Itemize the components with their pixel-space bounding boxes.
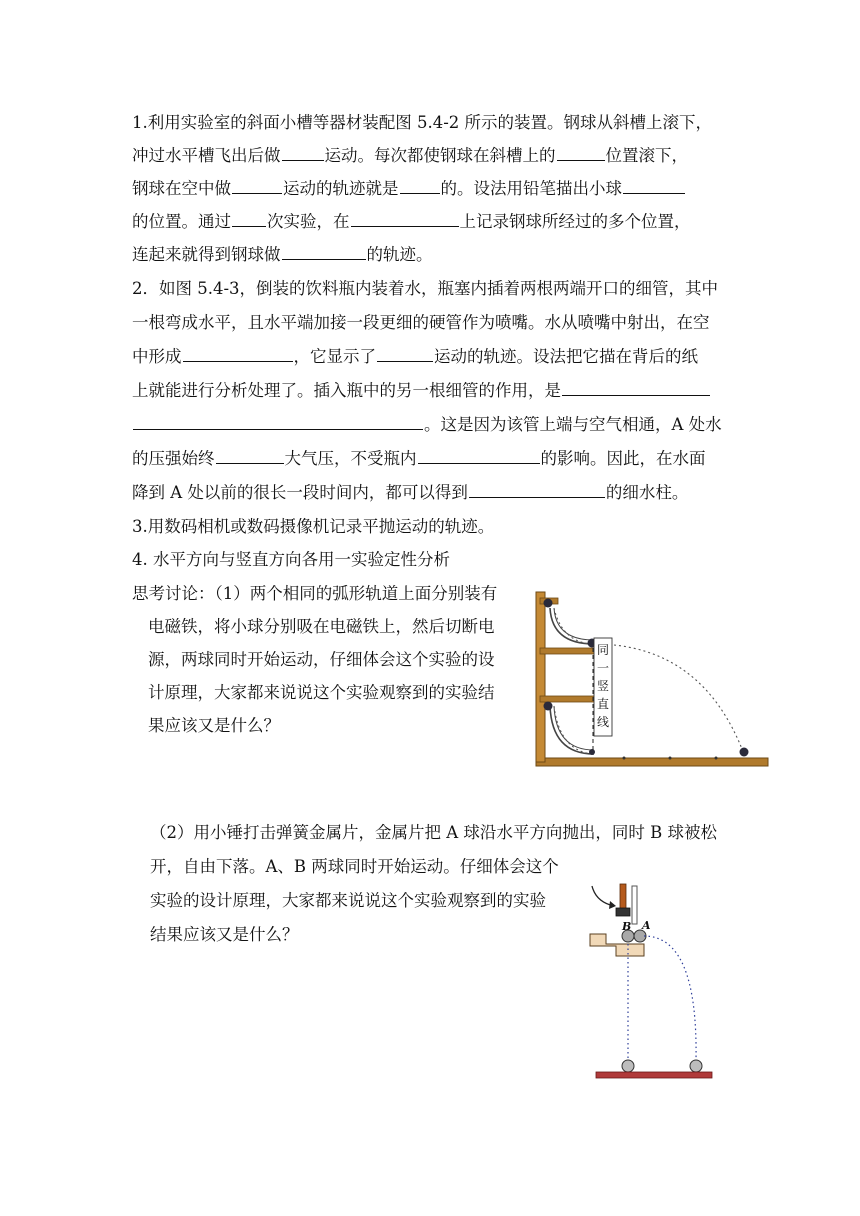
q1-line-1: 1.利用实验室的斜面小槽等器材装配图 5.4-2 所示的装置。钢球从斜槽上滚下， bbox=[132, 113, 713, 132]
q4-line: 4. 水平方向与竖直方向各用一实验定性分析 bbox=[132, 550, 450, 569]
same-vertical-line-label bbox=[595, 641, 611, 731]
arc-tracks-figure bbox=[532, 586, 772, 770]
q2-text: ，它显示了 bbox=[293, 347, 376, 366]
ball-a-landed bbox=[690, 1060, 702, 1072]
blank[interactable] bbox=[282, 140, 324, 161]
q2-text: 的细水柱。 bbox=[605, 483, 689, 502]
q1-text: 钢球在空中做 bbox=[132, 179, 231, 198]
base-mark bbox=[623, 757, 626, 760]
d1-line-3: 源，两球同时开始运动，仔细体会这个实验的设 bbox=[148, 650, 495, 669]
q2-text: 的压强始终 bbox=[132, 449, 215, 468]
lower-start-ball bbox=[544, 702, 553, 711]
q2-line-1: 2．如图 5.4-3，倒装的饮料瓶内装着水，瓶塞内插着两根两端开口的细管，其中 bbox=[132, 279, 719, 298]
d2-line-1: （2）用小锤打击弹簧金属片，金属片把 A 球沿水平方向抛出，同时 B 球被松 bbox=[150, 823, 718, 842]
q2-line-6 bbox=[132, 442, 706, 475]
q1-text: 位置滚下， bbox=[605, 146, 688, 165]
landing-ball bbox=[740, 748, 749, 757]
blank[interactable] bbox=[282, 239, 366, 260]
lower-exit-ball bbox=[589, 749, 595, 755]
label-char: 直 bbox=[596, 697, 609, 711]
blank[interactable] bbox=[133, 409, 423, 430]
q2-line-5 bbox=[132, 408, 722, 441]
ground bbox=[596, 1072, 712, 1078]
d1-line-1: 思考讨论：（1）两个相同的弧形轨道上面分别装有 bbox=[132, 584, 498, 603]
lower-ball-path bbox=[554, 706, 594, 754]
blank[interactable] bbox=[232, 173, 282, 194]
q1-text: 的。设法用铅笔描出小球 bbox=[440, 179, 622, 198]
label-char: 线 bbox=[596, 715, 609, 729]
q1-text: 冲过水平槽飞出后做 bbox=[132, 146, 281, 165]
blank[interactable] bbox=[469, 477, 605, 498]
q2-line-3 bbox=[132, 340, 698, 373]
q2-line-4 bbox=[132, 374, 711, 407]
q1-line-3 bbox=[132, 172, 686, 205]
q2-text: 大气压，不受瓶内 bbox=[284, 449, 417, 468]
figure-base bbox=[536, 758, 768, 766]
figure-post bbox=[536, 592, 545, 762]
q2-text: 上就能进行分析处理了。插入瓶中的另一根细管的作用，是 bbox=[132, 381, 561, 400]
q1-text: 运动的轨迹就是 bbox=[283, 179, 399, 198]
hammer-handle bbox=[620, 884, 626, 910]
blank[interactable] bbox=[418, 443, 540, 464]
blank[interactable] bbox=[557, 140, 605, 161]
ball-a-label: A bbox=[642, 919, 651, 932]
ball-b-label: B bbox=[622, 920, 632, 933]
q1-text: 次实验，在 bbox=[267, 212, 350, 231]
d1-line-2: 电磁铁，将小球分别吸在电磁铁上，然后切断电 bbox=[148, 617, 495, 636]
d2-line-3: 实验的设计原理，大家都来说说这个实验观察到的实验 bbox=[150, 891, 546, 910]
label-char: 一 bbox=[596, 661, 609, 675]
q1-line-4 bbox=[132, 205, 691, 238]
d1-line-4: 计原理，大家都来说说这个实验观察到的实验结 bbox=[148, 683, 495, 702]
strike-arrow-head bbox=[609, 901, 616, 909]
q2-line-2: 一根弯成水平，且水平端加接一段更细的硬管作为喷嘴。水从喷嘴中射出，在空 bbox=[132, 313, 710, 332]
q1-line-5 bbox=[132, 238, 433, 271]
q2-text: 运动的轨迹。设法把它描在背后的纸 bbox=[434, 347, 698, 366]
blank[interactable] bbox=[216, 443, 284, 464]
blank[interactable] bbox=[623, 173, 685, 194]
upper-start-ball bbox=[544, 599, 553, 608]
d2-line-4: 结果应该又是什么？ bbox=[150, 925, 299, 944]
label-char: 同 bbox=[596, 643, 609, 657]
q2-line-7 bbox=[132, 476, 688, 509]
q1-line-2 bbox=[132, 139, 688, 172]
blank[interactable] bbox=[400, 173, 440, 194]
upper-arc-track bbox=[554, 608, 594, 640]
lower-arc-track bbox=[550, 706, 594, 754]
q1-text: 连起来就得到钢球做 bbox=[132, 245, 281, 264]
ball-a-projectile-path bbox=[644, 936, 696, 1060]
lower-arc-track bbox=[554, 706, 594, 750]
hammer-head bbox=[616, 908, 630, 916]
upper-arc-track bbox=[550, 608, 594, 644]
ball-b-landed bbox=[622, 1060, 634, 1072]
q2-text: 降到 A 处以前的很长一段时间内，都可以得到 bbox=[132, 483, 468, 502]
q1-text: 的轨迹。 bbox=[366, 245, 433, 264]
blank[interactable] bbox=[351, 206, 459, 227]
blank[interactable] bbox=[183, 341, 293, 362]
q2-text: 中形成 bbox=[132, 347, 182, 366]
base-mark bbox=[669, 757, 672, 760]
q3-line: 3.用数码相机或数码摄像机记录平抛运动的轨迹。 bbox=[132, 517, 495, 536]
blank[interactable] bbox=[232, 206, 266, 227]
q1-text: 上记录钢球所经过的多个位置， bbox=[459, 212, 691, 231]
q1-text: 运动。每次都使钢球在斜槽上的 bbox=[324, 146, 556, 165]
blank[interactable] bbox=[562, 375, 710, 396]
q2-text: 的影响。因此，在水面 bbox=[540, 449, 706, 468]
spring-metal-piece bbox=[632, 886, 637, 924]
label-char: 竖 bbox=[596, 679, 609, 693]
q2-text: 。这是因为该管上端与空气相通，A 处水 bbox=[424, 415, 722, 434]
projectile-path bbox=[594, 644, 744, 754]
d1-line-5: 果应该又是什么？ bbox=[148, 716, 280, 735]
base-mark bbox=[715, 757, 718, 760]
q1-text: 的位置。通过 bbox=[132, 212, 231, 231]
hammer-experiment-figure bbox=[586, 880, 716, 1082]
d2-line-2: 开，自由下落。A、B 两球同时开始运动。仔细体会这个 bbox=[150, 857, 559, 876]
blank[interactable] bbox=[377, 341, 433, 362]
